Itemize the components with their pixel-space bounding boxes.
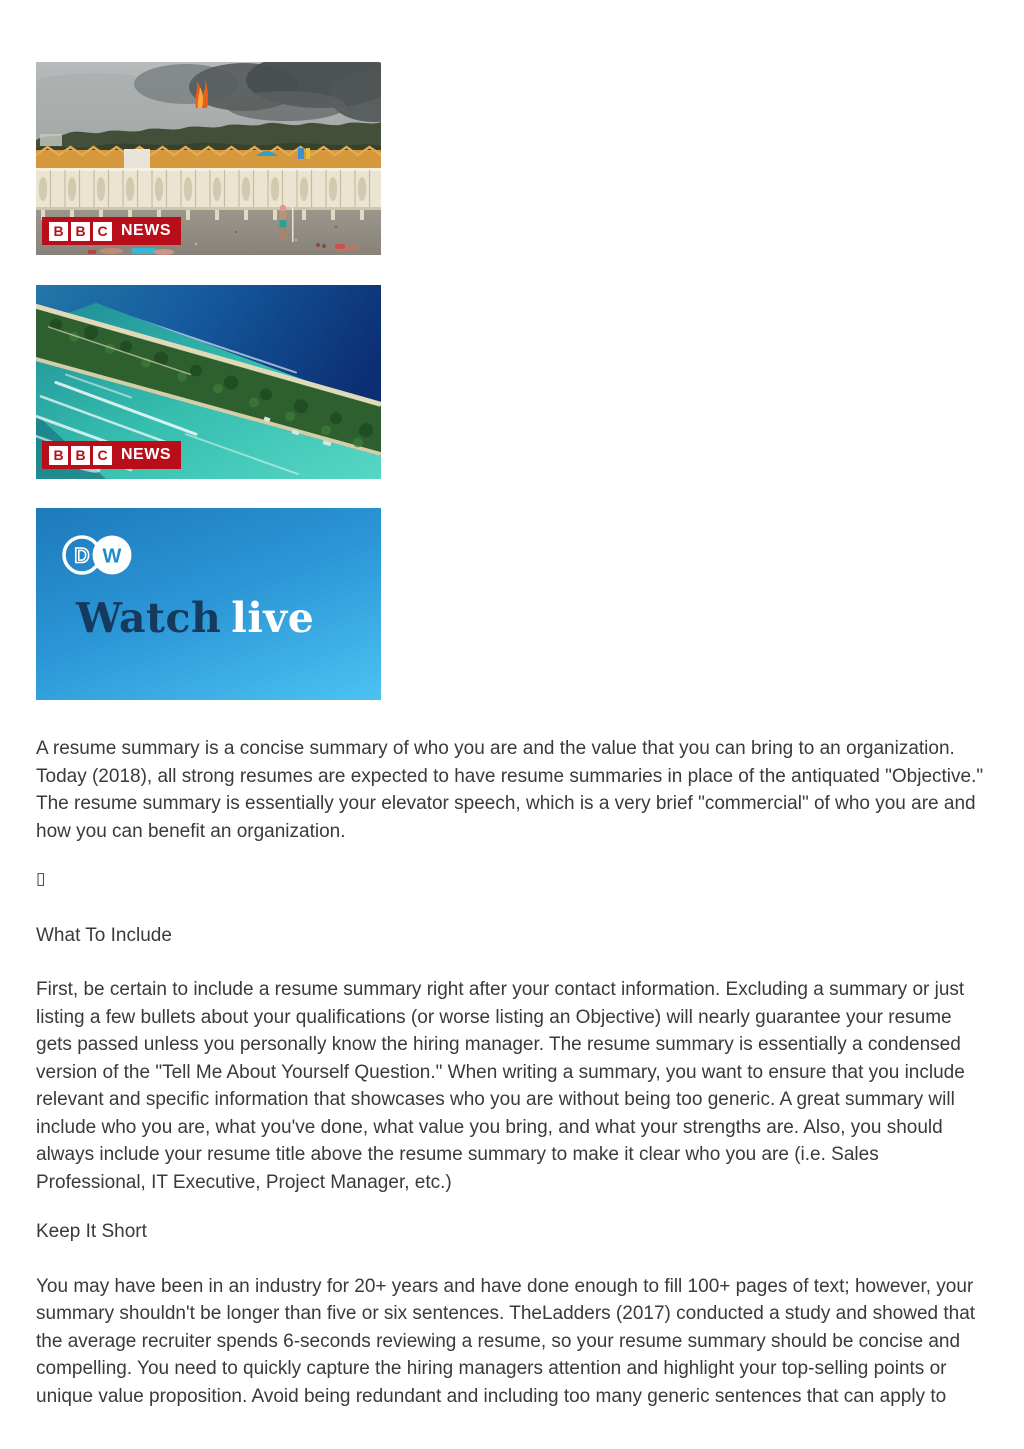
bbc-logo-block: C (93, 222, 112, 241)
bbc-news-wordmark: NEWS (121, 222, 171, 239)
bbc-logo-block: B (49, 222, 68, 241)
dw-watch-live-thumbnail[interactable] (36, 508, 381, 700)
heading-keep-it-short: Keep It Short (36, 1221, 147, 1242)
heading-what-to-include: What To Include (36, 924, 172, 946)
bbc-news-wordmark: NEWS (121, 446, 171, 463)
bbc-logo-block: B (49, 446, 68, 465)
dw-letter-w: W (102, 545, 122, 568)
dw-letter-d: D (74, 544, 90, 568)
live-label: live (231, 594, 315, 642)
bbc-news-logo (42, 217, 181, 245)
missing-glyph-character: ▯ (36, 869, 46, 889)
paragraph-what-to-include: First, be certain to include a resume summary right after your contact information. Excluding a summary or just listing a few bullets about your qualifications (or worse listing an Objective) will nearly guarantee your resume gets passed unless you personally know the hiring manager. The resume summary is essentially a condensed version of the "Tell Me About Yourself Question." When writing a summary, you want to ensure that you include relevant and specific information that showcases who you are without being too generic. A great summary will include who you are, what you've done, what value you bring, and what your strengths are. Also, you should always include your resume title above the resume summary to make it clear who you are (i.e. Sales Professional, IT Executive, Project Manager, etc.) (36, 979, 965, 1193)
bbc-logo-block: B (71, 446, 90, 465)
paragraph-resume-summary-intro: A resume summary is a concise summary of who you are and the value that you can bring to an organization. Today (2018), all strong resumes are expected to have resume summaries in place of the antiquated "Objective." The resume summary is essentially your elevator speech, which is a very brief "commercial" of who you are and how you can benefit an organization. (36, 738, 984, 842)
bbc-logo-block: B (71, 222, 90, 241)
bbc-logo-block: C (93, 446, 112, 465)
dw-logo-icon (61, 533, 135, 577)
watch-label: Watch (76, 594, 222, 642)
bbc-news-logo (42, 441, 181, 469)
bbc-beach-explosion-thumbnail[interactable] (36, 62, 381, 255)
article-body (36, 735, 988, 1410)
watch-live-text (76, 594, 314, 642)
paragraph-keep-it-short: You may have been in an industry for 20+ years and have done enough to fill 100+ pages of text; however, your summary shouldn't be longer than five or six sentences. TheLadders (2017) conducted a study and showed that the average recruiter spends 6-seconds reviewing a resume, so your resume summary should be concise and compelling. You need to quickly capture the hiring managers attention and highlight your top-selling points or unique value proposition. Avoid being redundant and including too many generic sentences that can apply to (36, 1275, 976, 1407)
bbc-atoll-thumbnail[interactable] (36, 285, 381, 479)
